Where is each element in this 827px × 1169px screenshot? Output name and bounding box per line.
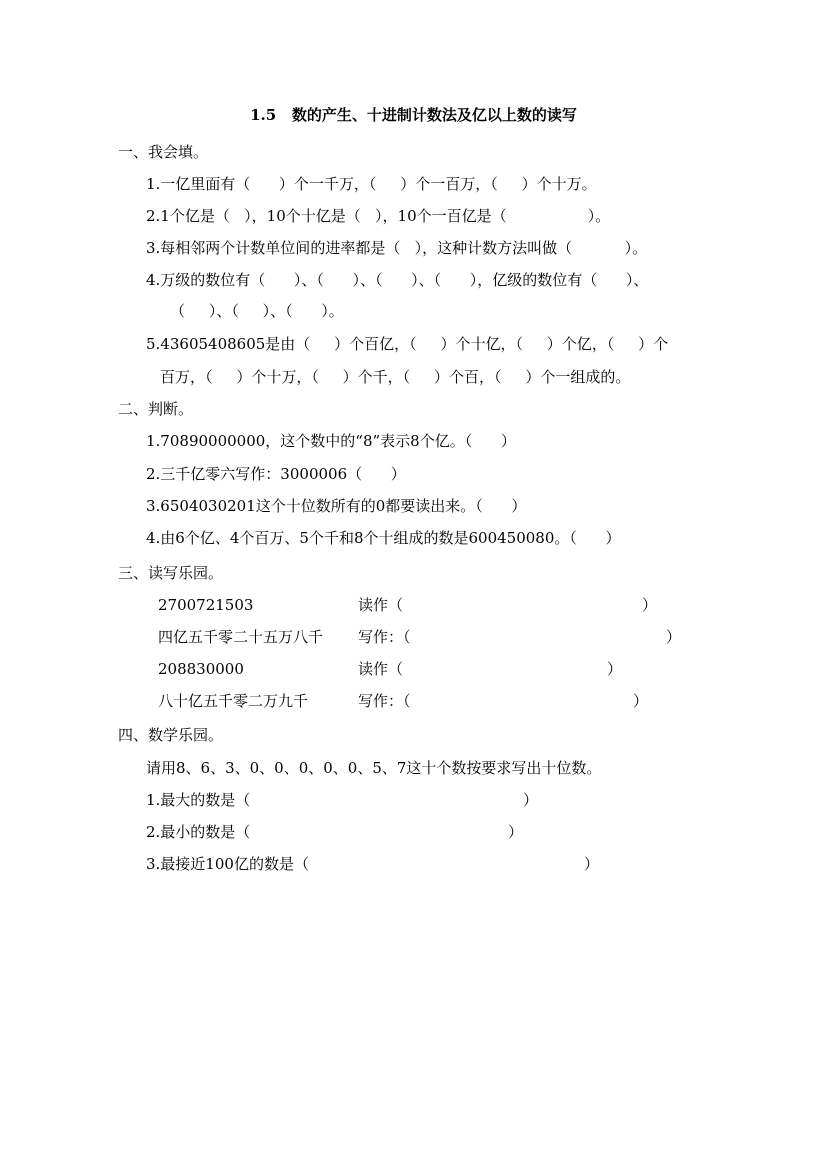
math-question-3: 3.最接近100亿的数是（	[146, 855, 309, 873]
judge-question-3: 3.6504030201这个十位数所有的0都要读出来。（ ）	[146, 497, 527, 515]
judge-question-2: 2.三千亿零六写作：3000006（ ）	[146, 465, 406, 483]
read-write-item: 208830000	[158, 660, 244, 678]
read-write-item: 四亿五千零二十五万八千	[158, 628, 324, 646]
page-title: 1.5 数的产生、十进制计数法及亿以上数的读写	[250, 106, 577, 124]
section-heading-read-write: 三、读写乐园。	[118, 564, 224, 582]
judge-question-1: 1.70890000000，这个数中的“8”表示8个亿。（ ）	[146, 432, 516, 450]
read-write-close: ）	[607, 660, 623, 678]
section-heading-math: 四、数学乐园。	[118, 726, 224, 744]
fill-question-2: 2.1个亿是（ ），10个十亿是（ ），10个一百亿是（ ）。	[146, 207, 611, 225]
math-question-2-close: ）	[508, 823, 524, 841]
fill-question-5-line1: 5.43605408605是由（ ）个百亿，（ ）个十亿，（ ）个亿，（ ）个	[146, 335, 669, 353]
read-write-item: 2700721503	[158, 596, 254, 614]
read-write-close: ）	[642, 596, 658, 614]
fill-question-4-line1: 4.万级的数位有（ ）、（ ）、（ ）、（ ），亿级的数位有（ ）、	[146, 271, 649, 289]
section-heading-judge: 二、判断。	[118, 400, 194, 418]
section-heading-fill: 一、我会填。	[118, 143, 209, 161]
fill-question-3: 3.每相邻两个计数单位间的进率都是（ ），这种计数方法叫做（ ）。	[146, 239, 648, 257]
math-question-2: 2.最小的数是（	[146, 823, 251, 841]
math-question-1: 1.最大的数是（	[146, 791, 251, 809]
math-question-3-close: ）	[584, 855, 600, 873]
judge-question-4: 4.由6个亿、4个百万、5个千和8个十组成的数是600450080。（ ）	[146, 529, 621, 547]
read-write-action: 写作：（	[358, 692, 411, 710]
read-write-close: ）	[666, 628, 682, 646]
read-write-item: 八十亿五千零二万九千	[158, 692, 309, 710]
read-write-close: ）	[633, 692, 649, 710]
read-write-action: 读作（	[358, 596, 404, 614]
fill-question-5-line2: 百万，（ ）个十万，（ ）个千，（ ）个百，（ ）个一组成的。	[160, 368, 631, 386]
read-write-action: 读作（	[358, 660, 404, 678]
math-intro: 请用8、6、3、0、0、0、0、0、5、7这十个数按要求写出十位数。	[146, 759, 602, 777]
math-question-1-close: ）	[523, 791, 539, 809]
fill-question-4-line2: （ ）、（ ）、（ ）。	[170, 302, 344, 320]
read-write-action: 写作：（	[358, 628, 411, 646]
fill-question-1: 1.一亿里面有（ ）个一千万，（ ）个一百万，（ ）个十万。	[146, 175, 597, 193]
